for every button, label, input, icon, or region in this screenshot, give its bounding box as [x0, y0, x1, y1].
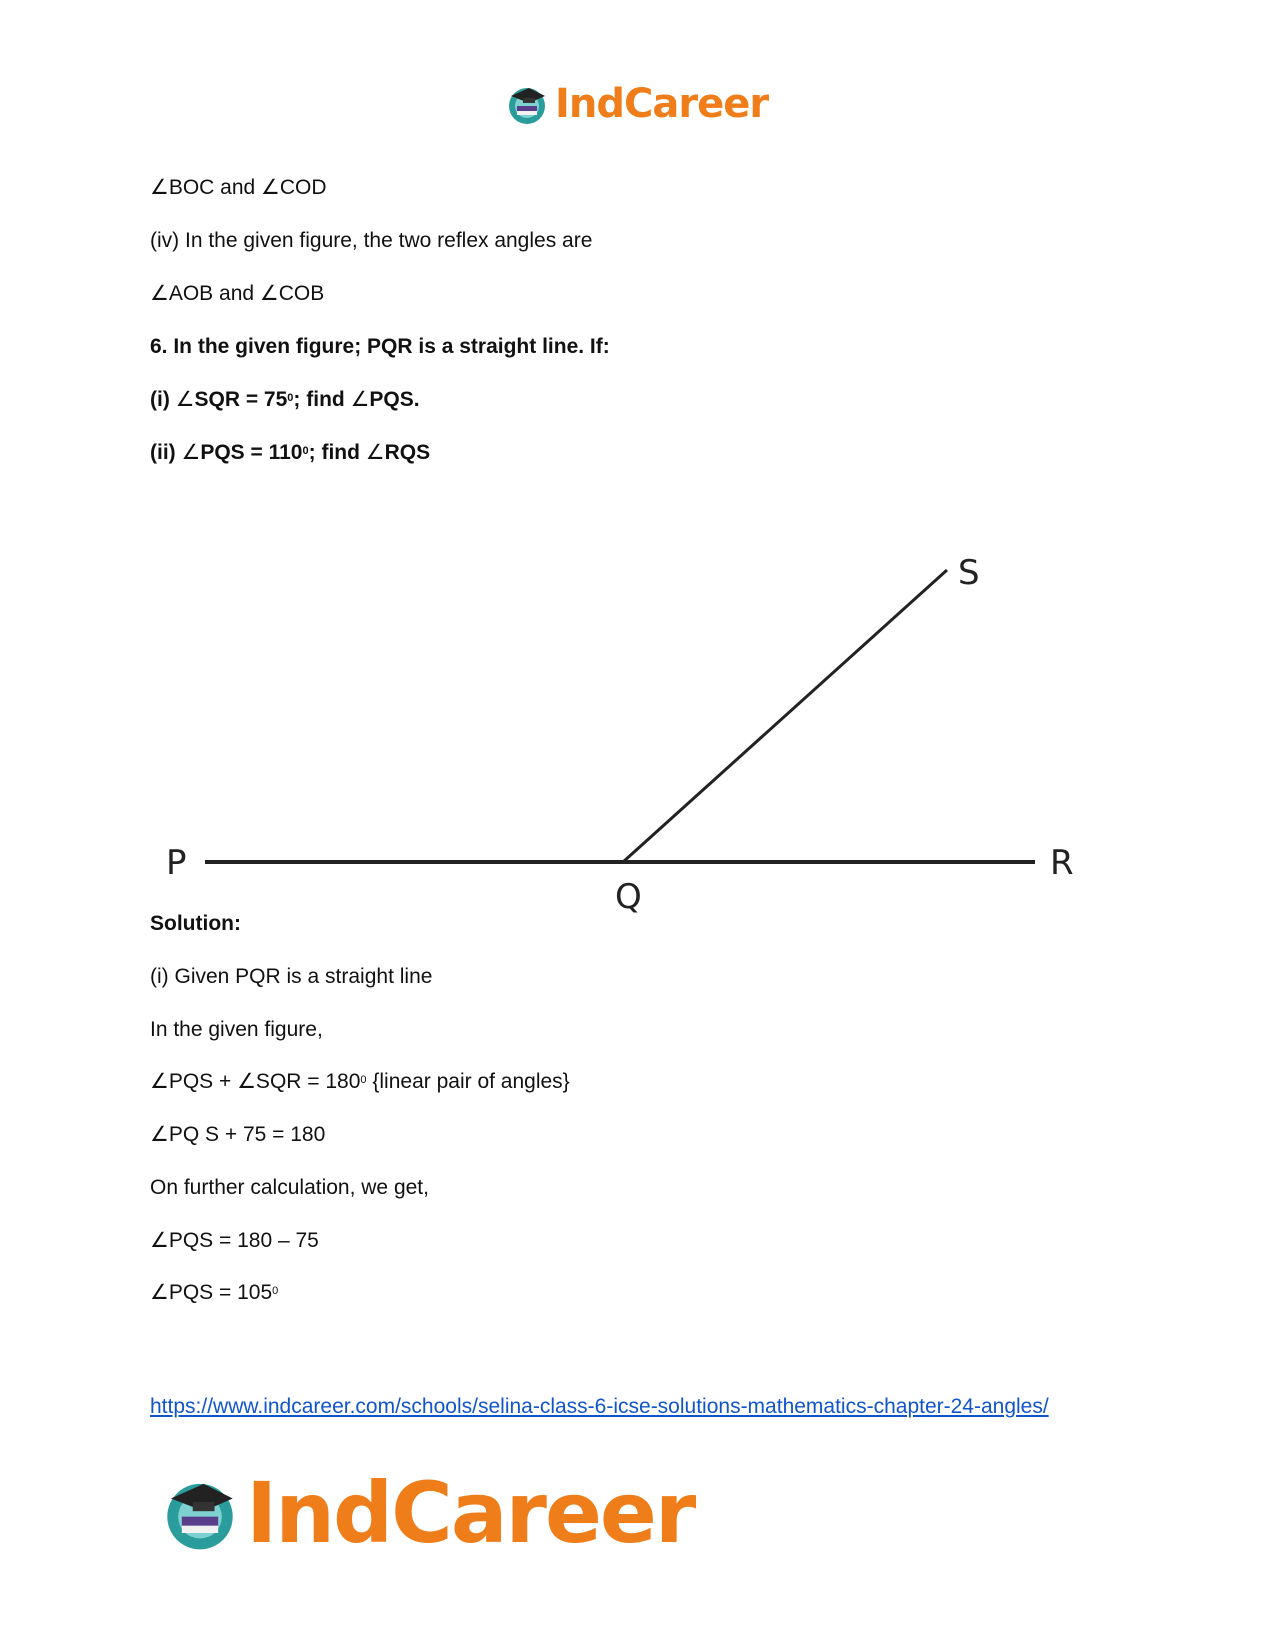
label-q: Q — [615, 877, 642, 917]
text-line: ∠PQ S + 75 = 180 — [150, 1123, 326, 1146]
angle-symbol: ∠ — [350, 388, 370, 411]
ray-qs — [623, 570, 947, 862]
graduation-globe-icon — [160, 1473, 240, 1553]
text-line — [150, 1280, 278, 1306]
equation-text: ∠PQS = 105 — [150, 1281, 273, 1304]
degree-superscript: 0 — [287, 392, 294, 404]
label-s: S — [958, 553, 980, 593]
equation-text: ∠PQS + ∠SQR = 180 — [150, 1070, 361, 1093]
brand-name: IndCareer — [246, 1464, 695, 1562]
footer-logo — [160, 1464, 695, 1562]
header-logo — [505, 78, 768, 130]
label-r: R — [1050, 843, 1074, 883]
angle-symbol: ∠ — [175, 388, 195, 411]
question-text: PQS = 110 — [200, 441, 303, 464]
angle-symbol: ∠ — [181, 441, 201, 464]
text-line: ∠PQS = 180 – 75 — [150, 1229, 319, 1252]
source-link[interactable]: https://www.indcareer.com/schools/selina-class-6-icse-solutions-mathematics-chapter-24-angles/ — [150, 1395, 1049, 1418]
text-line: (i) Given PQR is a straight line — [150, 965, 433, 988]
text-line — [150, 1069, 570, 1095]
text-line: On further calculation, we get, — [150, 1176, 429, 1199]
part-label: (ii) — [150, 441, 182, 464]
question-text: SQR = 75 — [194, 388, 288, 411]
question-part-ii — [150, 440, 430, 466]
question-text: PQS. — [369, 388, 420, 411]
text-line: In the given figure, — [150, 1018, 323, 1041]
text-line: (iv) In the given figure, the two reflex angles are — [150, 229, 593, 252]
label-p: P — [166, 843, 187, 883]
question-heading: 6. In the given figure; PQR is a straight line. If: — [150, 335, 610, 358]
brand-name: IndCareer — [555, 81, 769, 127]
equation-note: {linear pair of angles} — [366, 1070, 570, 1093]
text-line: ∠AOB and ∠COB — [150, 282, 325, 305]
question-part-i — [150, 387, 420, 413]
question-text: ; find — [308, 441, 366, 464]
graduation-globe-icon — [505, 82, 549, 126]
question-text: ; find — [293, 388, 351, 411]
degree-superscript: 0 — [272, 1285, 279, 1297]
part-label: (i) — [150, 388, 176, 411]
degree-superscript: 0 — [302, 445, 309, 457]
text-line: ∠BOC and ∠COD — [150, 176, 327, 199]
solution-heading: Solution: — [150, 912, 241, 935]
angle-figure — [150, 540, 1090, 920]
degree-superscript: 0 — [360, 1074, 367, 1086]
question-text: RQS — [384, 441, 431, 464]
angle-symbol: ∠ — [365, 441, 385, 464]
